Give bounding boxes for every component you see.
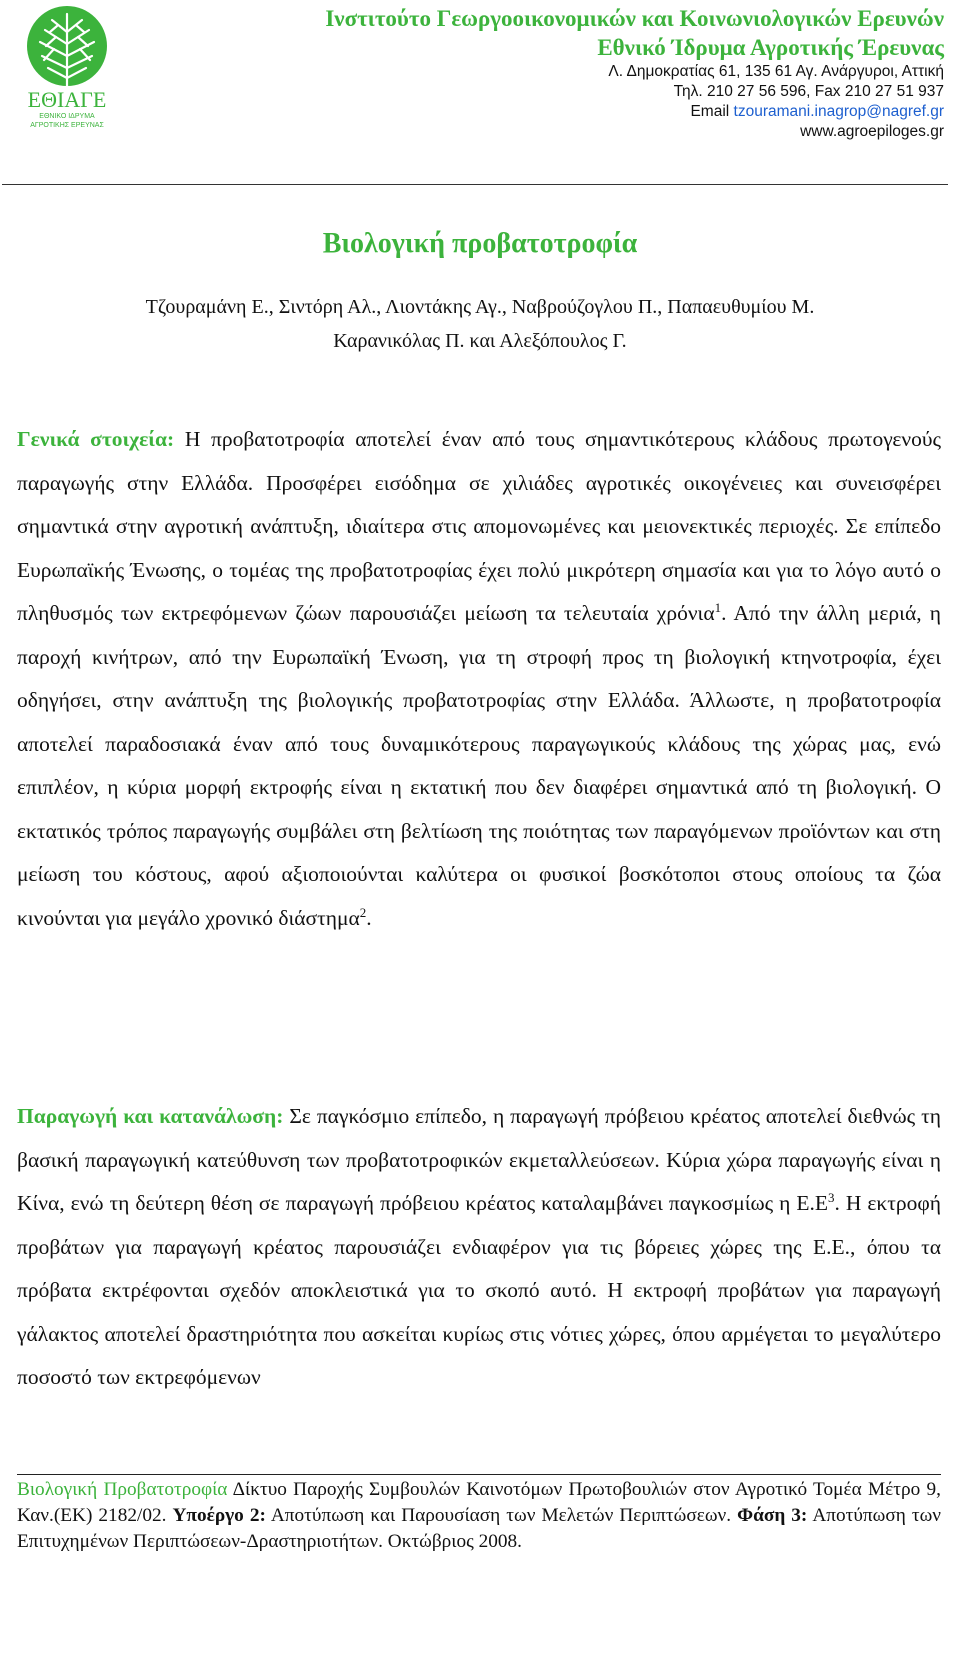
- production-text-b: . Η εκτροφή προβάτων για παραγωγή κρέατος παρουσιάζει ενδιαφέρον για τις βόρειες χώρες της Ε.Ε., όπου τα πρόβατα εκτρέφονται σχεδόν αποκλειστικά για το σκοπό αυτό. Η εκτροφή προβάτων για παραγωγή γάλακτος αποτελεί δραστηριότητα που ασκείται κυρίως στις νότιες χώρες, όπου αρμέγεται το μεγαλύτερο ποσοστό των εκτρεφόμενων: [17, 1191, 941, 1389]
- logo-subtitle-2: ΑΓΡΟΤΙΚΗΣ ΕΡΕΥΝΑΣ: [30, 122, 104, 129]
- footer-text-3: Αποτύπωση των Επιτυχημένων Περιπτώσεων-Δραστηριοτήτων. Οκτώβριος 2008.: [17, 1505, 941, 1552]
- page-footer: [17, 1477, 941, 1555]
- phone-fax: Τηλ. 210 27 56 596, Fax 210 27 51 937: [673, 83, 944, 100]
- document-title: Βιολογική προβατοτροφία: [322, 228, 638, 259]
- footer-text-1: Δίκτυο Παροχής Συμβουλών Καινοτόμων Πρωτοβουλιών στον Αγροτικό Τομέα Μέτρο 9, Καν.(ΕΚ) 2182/02.: [17, 1479, 941, 1526]
- production-heading: Παραγωγή και κατανάλωση:: [17, 1104, 284, 1128]
- tree-logo-icon: [12, 4, 122, 132]
- website-link[interactable]: www.agroepiloges.gr: [800, 123, 944, 140]
- general-text-c: .: [366, 905, 372, 930]
- footnote-ref-2: 2: [359, 904, 367, 920]
- email-label: Email: [690, 103, 734, 120]
- footnote-ref-3: 3: [828, 1189, 835, 1205]
- logo-subtitle-1: ΕΘΝΙΚΟ ΙΔΡΥΜΑ: [39, 113, 95, 120]
- organization-logo: [12, 4, 122, 132]
- paragraph-production: [17, 1095, 941, 1400]
- general-text-a: Η προβατοτροφία αποτελεί έναν από τους σημαντικότερους κλάδους πρωτογενούς παραγωγής στην Ελλάδα. Προσφέρει εισόδημα σε χιλιάδες αγροτικές οικογένειες και συνεισφέρει σημαντικά στην αγροτική ανάπτυξη, ιδιαίτερα στις απομονωμένες και μειονεκτικές περιοχές. Σε επίπεδο Ευρωπαϊκής Ένωσης, ο τομέας της προβατοτροφίας έχει πολύ μικρότερη σημασία και για το λόγο αυτό ο πληθυσμός των εκτρεφόμενων ζώων παρουσιάζει μείωση τα τελευταία χρόνια: [17, 427, 941, 625]
- paragraph-general: [17, 418, 941, 940]
- footer-divider: [17, 1474, 941, 1475]
- email-link[interactable]: tzouramani.inagrop@nagref.gr: [733, 103, 944, 120]
- production-text-a: Σε παγκόσμιο επίπεδο, η παραγωγή πρόβειου κρέατος αποτελεί διεθνώς τη βασική παραγωγική κατεύθυνση των προβατοτροφικών εκμεταλλεύσεων. Κύρια χώρα παραγωγής είναι η Κίνα, ενώ τη δεύτερη θέση σε παραγωγή πρόβειου κρέατος καταλαμβάνει παγκοσμίως η Ε.Ε: [17, 1104, 942, 1215]
- organization-info: [184, 4, 944, 142]
- footer-text-2: Αποτύπωση και Παρουσίαση των Μελετών Περιπτώσεων.: [265, 1505, 738, 1526]
- footer-subproject-label: Υποέργο 2:: [172, 1505, 266, 1526]
- footnote-ref-1: 1: [714, 599, 722, 615]
- institute-name: Ινστιτούτο Γεωργοοικονομικών και Κοινωνιολογικών Ερευνών: [325, 6, 944, 31]
- footer-phase-label: Φάση 3:: [737, 1505, 808, 1526]
- general-text-b: . Από την άλλη μεριά, η παροχή κινήτρων, από την Ευρωπαϊκή Ένωση, για τη στροφή προς τη βιολογική κτηνοτροφία, έχει οδηγήσει, στην ανάπτυξη της βιολογικής προβατοτροφίας στην Ελλάδα. Άλλωστε, η προβατοτροφία αποτελεί παραδοσιακά έναν από τους δυναμικότερους παραγωγικούς κλάδους της χώρας μας, ενώ επιπλέον, η κύρια μορφή εκτροφής είναι η εκτατική που δεν διαφέρει σημαντικά από τη βιολογική. Ο εκτατικός τρόπος παραγωγής συμβάλει στη βελτίωση της ποιότητας των παραγόμενων προϊόντων και στη μείωση του κόστους, αφού αξιοποιούνται καλύτερα οι φυσικοί βοσκότοποι στους οποίους τα ζώα κινούνται για μεγάλο χρονικό διάστημα: [17, 601, 941, 930]
- authors-line-2: Καρανικόλας Π. και Αλεξόπουλος Γ.: [333, 330, 627, 352]
- footer-title: Βιολογική Προβατοτροφία: [17, 1479, 228, 1500]
- general-heading: Γενικά στοιχεία:: [17, 427, 175, 451]
- logo-title: ΕΘΙΑΓΕ: [27, 87, 107, 112]
- authors-line-1: Τζουραμάνη Ε., Σιντόρη Αλ., Λιοντάκης Αγ., Ναβρούζογλου Π., Παπαευθυμίου Μ.: [145, 296, 815, 318]
- foundation-name: Εθνικό Ίδρυμα Αγροτικής Έρευνας: [597, 35, 944, 60]
- header-divider: [2, 184, 948, 185]
- email-line: [184, 102, 944, 122]
- address: Λ. Δημοκρατίας 61, 135 61 Αγ. Ανάργυροι, Αττική: [608, 63, 944, 80]
